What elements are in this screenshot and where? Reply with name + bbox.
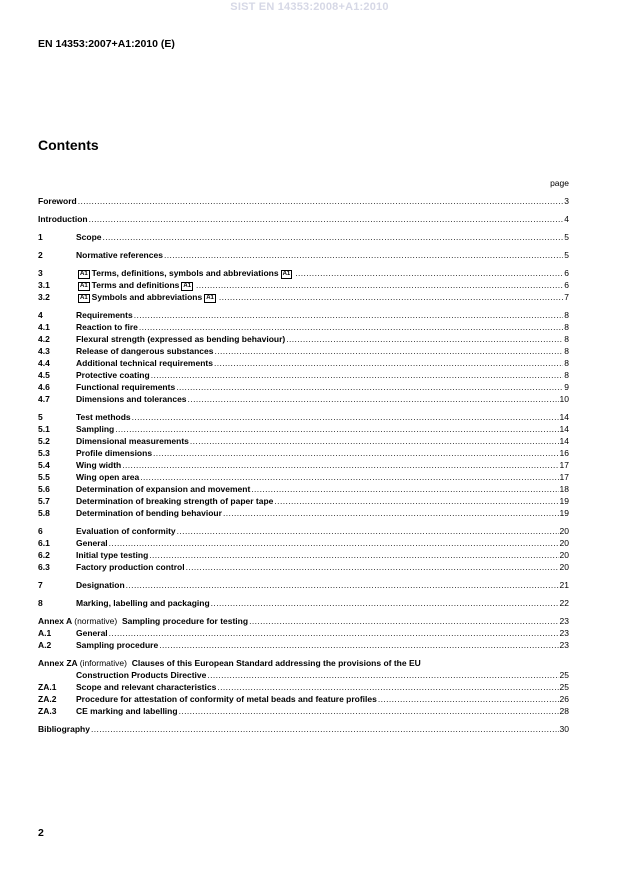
toc-title: Profile dimensions [76, 448, 153, 458]
toc-page: 25 [559, 670, 569, 680]
dot-leader [251, 483, 558, 495]
toc-number: 3.1 [38, 280, 50, 290]
toc-title: Release of dangerous substances [76, 346, 214, 356]
toc-title: General [76, 628, 108, 638]
toc-entry[interactable] [38, 267, 569, 279]
dot-leader [274, 495, 558, 507]
toc-entry[interactable] [38, 471, 569, 483]
dot-leader [109, 627, 559, 639]
toc-entry[interactable] [38, 507, 569, 519]
toc-entry[interactable] [38, 249, 569, 261]
toc-page: 21 [559, 580, 569, 590]
toc-page: 6 [564, 280, 569, 290]
toc-number: ZA.3 [38, 706, 57, 716]
toc-title-group [76, 291, 218, 303]
toc-number: 2 [38, 250, 43, 260]
document-identifier: EN 14353:2007+A1:2010 (E) [38, 38, 175, 50]
toc-number: 8 [38, 598, 43, 608]
toc-entry[interactable] [38, 357, 569, 369]
toc-number: 4.4 [38, 358, 50, 368]
amendment-start-marker: A1 [80, 271, 88, 277]
dot-leader [89, 213, 564, 225]
toc-title: Flexural strength (expressed as bending behaviour) [76, 334, 286, 344]
toc-number: 5.5 [38, 472, 50, 482]
annex-subject: Clauses of this European Standard addressing the provisions of the EU [131, 658, 421, 668]
toc-entry[interactable] [38, 597, 569, 609]
dot-leader [109, 537, 559, 549]
toc-title: Introduction [38, 214, 88, 224]
toc-title: Dimensions and tolerances [76, 394, 187, 404]
dot-leader [176, 381, 563, 393]
toc-number: 5.1 [38, 424, 50, 434]
toc-entry[interactable] [38, 627, 569, 639]
dot-leader [211, 597, 559, 609]
toc-number: 6.1 [38, 538, 50, 548]
toc-entry[interactable] [38, 483, 569, 495]
toc-entry[interactable] [38, 579, 569, 591]
toc-title: Terms and definitions [91, 280, 180, 290]
toc-entry[interactable] [38, 213, 569, 225]
page-number: 2 [38, 827, 44, 839]
toc-page: 8 [564, 322, 569, 332]
toc-page: 8 [564, 346, 569, 356]
toc-title: Test methods [76, 412, 131, 422]
toc-page: 3 [564, 196, 569, 206]
toc-title: Protective coating [76, 370, 150, 380]
annex-type: (informative) [79, 658, 127, 668]
dot-leader [151, 369, 564, 381]
toc-entry[interactable] [38, 459, 569, 471]
toc-page: 6 [564, 268, 569, 278]
toc-entry[interactable] [38, 435, 569, 447]
dot-leader [378, 693, 559, 705]
page-title: Contents [38, 137, 99, 153]
toc-entry[interactable] [38, 705, 569, 717]
dot-leader [115, 423, 558, 435]
toc-page: 9 [564, 382, 569, 392]
toc-entry[interactable] [38, 345, 569, 357]
toc-entry[interactable] [38, 279, 569, 291]
toc-page: 4 [564, 214, 569, 224]
toc-title: Bibliography [38, 724, 90, 734]
toc-entry[interactable] [38, 369, 569, 381]
toc-page: 22 [559, 598, 569, 608]
toc-entry[interactable] [38, 291, 569, 303]
toc-title: Sampling [76, 424, 115, 434]
toc-page: 14 [559, 424, 569, 434]
dot-leader [153, 447, 558, 459]
dot-leader [219, 291, 563, 303]
toc-title: General [76, 538, 108, 548]
dot-leader [286, 333, 563, 345]
toc-title: Initial type testing [76, 550, 149, 560]
dot-leader [122, 459, 558, 471]
toc-title: Evaluation of conformity [76, 526, 176, 536]
toc-page: 8 [564, 358, 569, 368]
toc-number: 5.2 [38, 436, 50, 446]
toc-entry[interactable] [38, 693, 569, 705]
toc-number: 4.6 [38, 382, 50, 392]
toc-page: 14 [559, 436, 569, 446]
toc-entry[interactable] [38, 381, 569, 393]
toc-entry[interactable] [38, 333, 569, 345]
toc-number: A.1 [38, 628, 52, 638]
toc-number: 3 [38, 268, 43, 278]
annex-label: Annex A [38, 616, 72, 626]
toc-entry[interactable] [38, 321, 569, 333]
dot-leader [190, 435, 559, 447]
toc-title: Dimensional measurements [76, 436, 189, 446]
toc-entry-continuation[interactable] [38, 669, 569, 681]
dot-leader [164, 249, 563, 261]
toc-page: 23 [559, 628, 569, 638]
toc-title: Determination of bending behaviour [76, 508, 222, 518]
toc-number: 5.8 [38, 508, 50, 518]
page-column-label: page [550, 178, 569, 188]
toc-number: 4 [38, 310, 43, 320]
toc-entry[interactable] [38, 525, 569, 537]
table-of-contents [38, 195, 569, 735]
toc-page: 7 [564, 292, 569, 302]
dot-leader [132, 411, 559, 423]
toc-number: 7 [38, 580, 43, 590]
toc-page: 18 [559, 484, 569, 494]
toc-title: Sampling procedure [76, 640, 159, 650]
toc-number: 5.3 [38, 448, 50, 458]
toc-number: 1 [38, 232, 43, 242]
toc-entry[interactable] [38, 231, 569, 243]
toc-number: 4.7 [38, 394, 50, 404]
toc-title: Scope and relevant characteristics [76, 682, 217, 692]
dot-leader [149, 549, 558, 561]
amendment-end-marker: A1 [206, 295, 214, 301]
amendment-end-marker: A1 [183, 283, 192, 289]
toc-page: 20 [559, 538, 569, 548]
toc-page: 19 [559, 496, 569, 506]
toc-number: 5.4 [38, 460, 50, 470]
toc-number: 5 [38, 412, 43, 422]
toc-title-group [76, 267, 294, 279]
toc-page: 25 [559, 682, 569, 692]
toc-title: Determination of breaking strength of paper tape [76, 496, 274, 506]
toc-entry[interactable] [38, 423, 569, 435]
toc-entry-annex-za[interactable] [38, 657, 569, 669]
dot-leader [249, 615, 558, 627]
toc-entry[interactable] [38, 495, 569, 507]
toc-page: 20 [559, 526, 569, 536]
dot-leader [177, 525, 559, 537]
toc-page: 23 [559, 640, 569, 650]
toc-entry[interactable] [38, 723, 569, 735]
dot-leader [207, 669, 558, 681]
toc-entry[interactable] [38, 393, 569, 405]
dot-leader [188, 393, 559, 405]
toc-number: 5.7 [38, 496, 50, 506]
toc-number: 4.3 [38, 346, 50, 356]
toc-entry[interactable] [38, 309, 569, 321]
toc-title: Wing open area [76, 472, 140, 482]
dot-leader [196, 279, 563, 291]
toc-page: 8 [564, 334, 569, 344]
toc-title: Functional requirements [76, 382, 176, 392]
toc-number: A.2 [38, 640, 52, 650]
toc-page: 20 [559, 562, 569, 572]
toc-title: Factory production control [76, 562, 185, 572]
toc-title: Terms, definitions, symbols and abbreviations [91, 268, 279, 278]
toc-title: Marking, labelling and packaging [76, 598, 210, 608]
annex-subject: Sampling procedure for testing [121, 616, 249, 626]
dot-leader [134, 309, 564, 321]
toc-entry[interactable] [38, 447, 569, 459]
toc-number: ZA.1 [38, 682, 57, 692]
toc-entry[interactable] [38, 549, 569, 561]
toc-number: 3.2 [38, 292, 50, 302]
dot-leader [140, 471, 558, 483]
toc-page: 8 [564, 310, 569, 320]
toc-title: Wing width [76, 460, 122, 470]
toc-title: Requirements [76, 310, 133, 320]
toc-title: Normative references [76, 250, 163, 260]
toc-entry-annex-a[interactable] [38, 615, 569, 627]
dot-leader [295, 267, 563, 279]
toc-entry[interactable] [38, 195, 569, 207]
toc-page: 5 [564, 232, 569, 242]
dot-leader [223, 507, 559, 519]
dot-leader [214, 357, 563, 369]
toc-page: 20 [559, 550, 569, 560]
toc-page: 10 [559, 394, 569, 404]
toc-page: 23 [559, 616, 569, 626]
dot-leader [78, 195, 564, 207]
toc-title: CE marking and labelling [76, 706, 178, 716]
dot-leader [186, 561, 559, 573]
annex-a-heading [38, 615, 248, 627]
toc-entry[interactable] [38, 639, 569, 651]
toc-entry[interactable] [38, 681, 569, 693]
toc-entry[interactable] [38, 411, 569, 423]
toc-title: Scope [76, 232, 102, 242]
toc-title: Reaction to fire [76, 322, 138, 332]
toc-number: 5.6 [38, 484, 50, 494]
toc-number: 6 [38, 526, 43, 536]
dot-leader [159, 639, 558, 651]
toc-title: Procedure for attestation of conformity of metal beads and feature profiles [76, 694, 377, 704]
toc-number: 6.3 [38, 562, 50, 572]
toc-title: Construction Products Directive [76, 670, 207, 680]
amendment-start-marker: A1 [80, 295, 88, 301]
annex-type: (normative) [74, 616, 118, 626]
toc-title: Symbols and abbreviations [91, 292, 203, 302]
toc-title: Designation [76, 580, 125, 590]
toc-title: Determination of expansion and movement [76, 484, 251, 494]
toc-title-group [76, 279, 195, 291]
toc-number: 4.5 [38, 370, 50, 380]
toc-page: 17 [559, 472, 569, 482]
dot-leader [179, 705, 559, 717]
annex-label: Annex ZA [38, 658, 78, 668]
toc-page: 17 [559, 460, 569, 470]
toc-page: 28 [559, 706, 569, 716]
toc-page: 8 [564, 370, 569, 380]
toc-number: ZA.2 [38, 694, 57, 704]
toc-number: 4.2 [38, 334, 50, 344]
toc-number: 4.1 [38, 322, 50, 332]
toc-page: 26 [559, 694, 569, 704]
watermark: SIST EN 14353:2008+A1:2010 [230, 1, 389, 13]
toc-page: 19 [559, 508, 569, 518]
toc-page: 16 [559, 448, 569, 458]
dot-leader [126, 579, 559, 591]
dot-leader [103, 231, 564, 243]
toc-entry[interactable] [38, 561, 569, 573]
amendment-end-marker: A1 [282, 271, 291, 277]
toc-number: 6.2 [38, 550, 50, 560]
toc-title: Foreword [38, 196, 77, 206]
toc-page: 14 [559, 412, 569, 422]
toc-entry[interactable] [38, 537, 569, 549]
dot-leader [91, 723, 559, 735]
toc-page: 5 [564, 250, 569, 260]
toc-title: Additional technical requirements [76, 358, 213, 368]
dot-leader [214, 345, 563, 357]
toc-page: 30 [559, 724, 569, 734]
dot-leader [139, 321, 563, 333]
dot-leader [217, 681, 558, 693]
amendment-start-marker: A1 [80, 283, 88, 289]
